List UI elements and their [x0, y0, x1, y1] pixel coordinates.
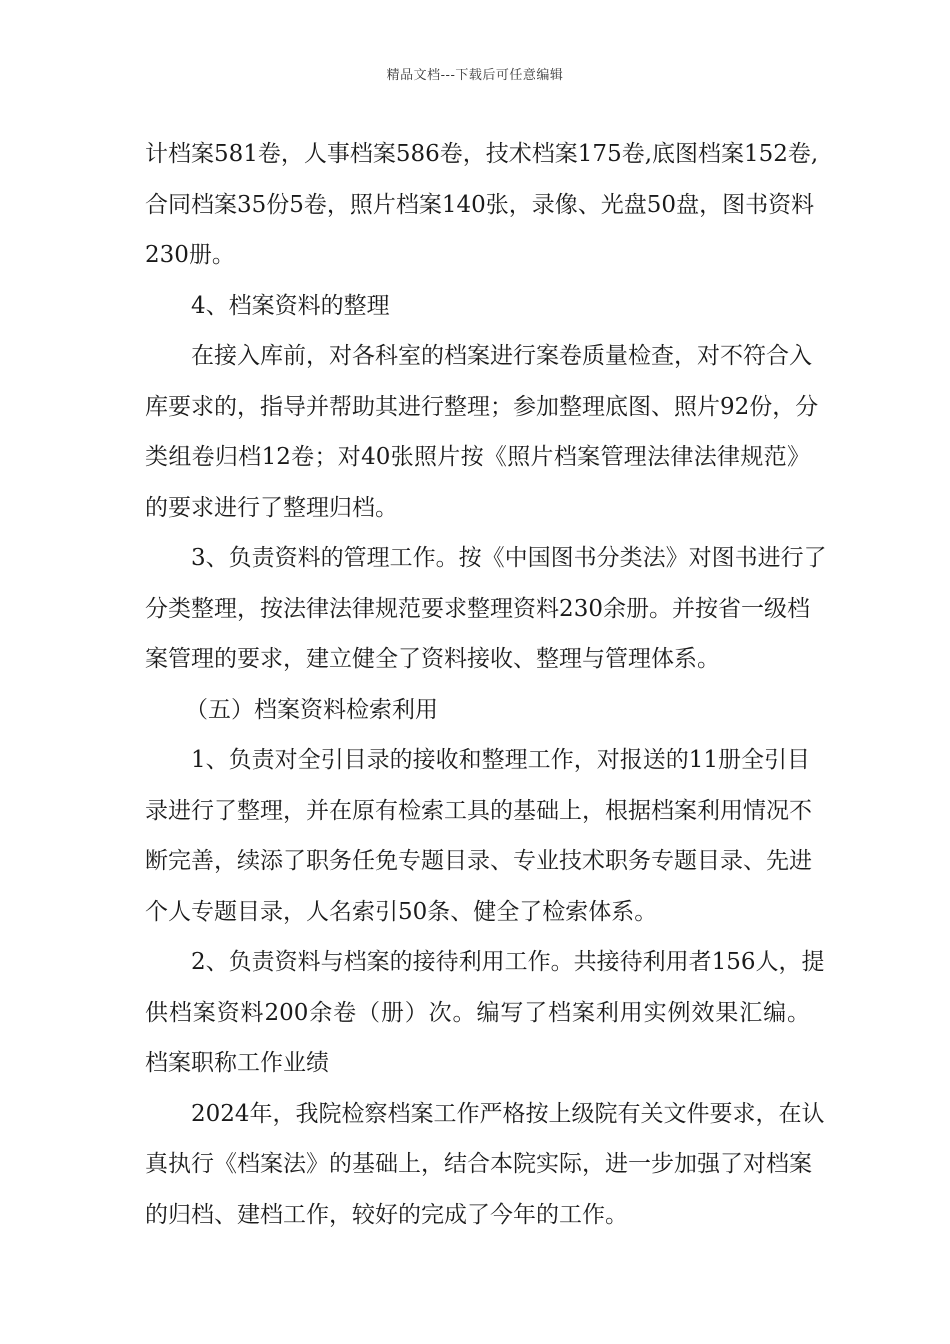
text-line: 案管理的要求，建立健全了资料接收、整理与管理体系。 — [145, 646, 720, 672]
text-line: 个人专题目录，人名索引50条、健全了检索体系。 — [145, 898, 658, 925]
document-body — [145, 129, 827, 1240]
section-heading: 4、档案资料的整理 — [191, 292, 390, 319]
text-line: 计档案581卷，人事档案586卷，技术档案175卷,底图档案152卷, — [145, 141, 819, 167]
text-line: 2、负责资料与档案的接待利用工作。共接待利用者156人，提 — [191, 949, 825, 975]
text-line: 230册。 — [145, 242, 235, 268]
text-line: 录进行了整理，并在原有检索工具的基础上，根据档案利用情况不 — [145, 797, 812, 824]
text-line: 合同档案35份5卷，照片档案140张，录像、光盘50盘，图书资料 — [145, 191, 815, 218]
section-heading: （五）档案资料检索利用 — [185, 696, 438, 723]
text-line: 1、负责对全引目录的接收和整理工作，对报送的11册全引目 — [191, 747, 810, 773]
text-line: 的要求进行了整理归档。 — [145, 494, 398, 521]
text-line: 供档案资料200余卷（册）次。编写了档案利用实例效果汇编。 — [145, 999, 810, 1026]
text-line: 在接入库前，对各科室的档案进行案卷质量检查，对不符合入 — [191, 343, 812, 369]
text-line: 类组卷归档12卷；对40张照片按《照片档案管理法律法律规范》 — [145, 444, 810, 470]
text-line: 库要求的，指导并帮助其进行整理；参加整理底图、照片92份，分 — [145, 393, 819, 420]
text-line: 3、负责资料的管理工作。按《中国图书分类法》对图书进行了 — [191, 545, 827, 571]
section-heading: 档案职称工作业绩 — [145, 1050, 329, 1076]
text-line: 的归档、建档工作，较好的完成了今年的工作。 — [145, 1201, 628, 1228]
text-line: 断完善，续添了职务任免专题目录、专业技术职务专题目录、先进 — [145, 848, 812, 874]
text-line: 2024年，我院检察档案工作严格按上级院有关文件要求，在认 — [191, 1100, 825, 1127]
text-line: 分类整理，按法律法律规范要求整理资料230余册。并按省一级档 — [145, 595, 810, 622]
text-line: 真执行《档案法》的基础上，结合本院实际，进一步加强了对档案 — [145, 1151, 812, 1177]
page-header: 精品文档---下载后可任意编辑 — [386, 68, 564, 83]
